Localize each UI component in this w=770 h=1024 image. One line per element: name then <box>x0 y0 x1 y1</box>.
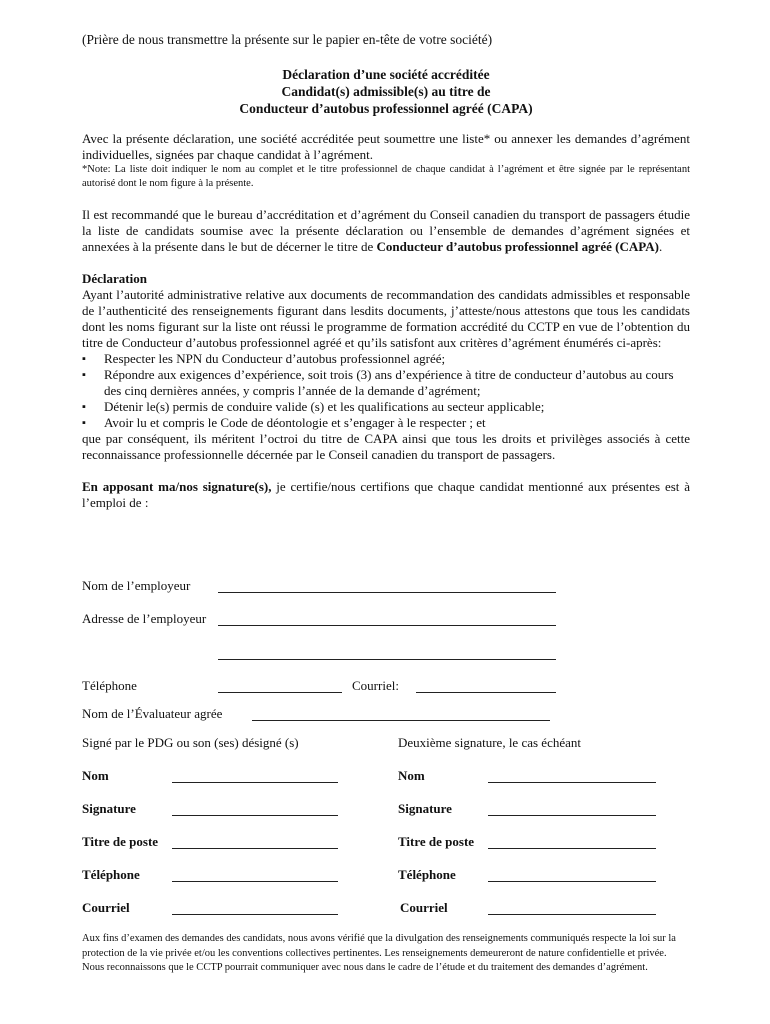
primary-title-field[interactable] <box>172 834 338 849</box>
letterhead-note: (Prière de nous transmettre la présente sur le papier en-tête de votre société) <box>82 32 493 47</box>
primary-signature-label: Signature <box>82 801 136 816</box>
primary-name-label: Nom <box>82 768 109 783</box>
secondary-signature-field[interactable] <box>488 801 656 816</box>
criteria-item: ▪ Avoir lu et compris le Code de déontologie et s’engager à le respecter ; et <box>82 415 690 431</box>
criteria-list <box>82 351 690 431</box>
certification-text: je certifie/nous certifions que chaque candidat mentionné aux présentes est à l’emploi de : <box>82 479 690 510</box>
phone-field[interactable] <box>218 678 342 693</box>
title-line-3: Conducteur d’autobus professionnel agréé (CAPA) <box>239 101 533 116</box>
criteria-item: ▪ Répondre aux exigences d’expérience, soit trois (3) ans d’expérience à titre de conducteur d’autobus au cours des cinq dernières années, y compris l’année de la demande d’agrément; <box>82 367 690 399</box>
phone-email-row <box>82 678 690 696</box>
phone-label: Téléphone <box>82 678 137 693</box>
criteria-item: ▪ Respecter les NPN du Conducteur d’autobus professionnel agréé; <box>82 351 690 367</box>
secondary-phone-label: Téléphone <box>398 867 456 882</box>
evaluator-row <box>82 706 690 724</box>
evaluator-field[interactable] <box>252 706 550 721</box>
recommendation-text: Il est recommandé que le bureau d’accréditation et d’agrément du Conseil canadien du transport de passagers étudie la liste de candidats soumise avec la présente déclaration ou l’ensemble de demandes d’agrément signées et annexées à la présente dans le but de décerner le titre de <box>82 207 690 254</box>
employer-address-field[interactable] <box>218 611 556 626</box>
secondary-email-field[interactable] <box>488 900 656 915</box>
secondary-name-label: Nom <box>398 768 425 783</box>
primary-signature-heading: Signé par le PDG ou son (ses) désigné (s) <box>82 735 299 750</box>
secondary-name-field[interactable] <box>488 768 656 783</box>
recommendation-end: . <box>658 239 663 254</box>
employer-address-row-2 <box>82 645 690 663</box>
primary-name-field[interactable] <box>172 768 338 783</box>
title-line-2: Candidat(s) admissible(s) au titre de <box>281 84 491 99</box>
employer-address-field-2[interactable] <box>218 645 556 660</box>
employer-name-field[interactable] <box>218 578 556 593</box>
primary-signature-field[interactable] <box>172 801 338 816</box>
email-label: Courriel: <box>352 678 399 693</box>
employer-address-label: Adresse de l’employeur <box>82 611 207 626</box>
criteria-item: ▪ Détenir le(s) permis de conduire valide (s) et les qualifications au secteur applicable; <box>82 399 690 415</box>
intro-note: *Note: La liste doit indiquer le nom au complet et le titre professionnel de chaque candidat à l’agrément et être signée par le représentant autorisé dont le nom figure à la présente. <box>82 164 690 189</box>
employer-name-label: Nom de l’employeur <box>82 578 191 593</box>
secondary-phone-field[interactable] <box>488 867 656 882</box>
secondary-signature-label: Signature <box>398 801 452 816</box>
certification-statement <box>82 479 690 511</box>
secondary-title-label: Titre de poste <box>398 834 475 849</box>
declaration-paragraph: Ayant l’autorité administrative relative aux documents de recommandation des candidats admissibles et responsable de l’authenticité des renseignements figurant dans lesdits documents, j’atteste/nous attestons que tous les candidats dont les noms figurant sur la liste ont réussi le programme de formation accrédité du CCTP en vue de l’obtention du titre de Conducteur d’autobus professionnel agréé et qu’ils satisfont aux critères d’agrément énumérés ci-après: <box>82 287 690 350</box>
declaration-heading: Déclaration <box>82 271 147 286</box>
primary-phone-label: Téléphone <box>82 867 140 882</box>
recommendation-paragraph <box>82 207 690 255</box>
primary-email-label: Courriel <box>82 900 130 915</box>
employer-address-row <box>82 611 690 629</box>
employer-name-row <box>82 578 690 596</box>
email-field[interactable] <box>416 678 556 693</box>
intro-paragraph: Avec la présente déclaration, une société accréditée peut soumettre une liste* ou annexer les demandes d’agrément individuelles, signées par chaque candidat à l’agrément. <box>82 131 690 162</box>
declaration-conclusion: que par conséquent, ils méritent l’octroi du titre de CAPA ainsi que tous les droits et privilèges associés à cette reconnaissance professionnelle décernée par le Conseil canadien du transport de passagers. <box>82 431 690 462</box>
evaluator-label: Nom de l’Évaluateur agrée <box>82 706 223 721</box>
document-title <box>82 66 690 117</box>
signature-section <box>82 735 690 945</box>
secondary-signature-heading: Deuxième signature, le cas échéant <box>398 735 581 750</box>
primary-email-field[interactable] <box>172 900 338 915</box>
secondary-email-label: Courriel <box>400 900 448 915</box>
title-line-1: Déclaration d’une société accréditée <box>282 67 490 82</box>
secondary-title-field[interactable] <box>488 834 656 849</box>
document-body <box>82 32 690 511</box>
recommendation-title: Conducteur d’autobus professionnel agréé (CAPA) <box>376 239 659 254</box>
privacy-footer: Aux fins d’examen des demandes des candidats, nous avons vérifié que la divulgation des renseignements communiqués respecte la loi sur la protection de la vie privée et/ou les conventions collectives pertinentes. Les renseignements demeureront de nature confidentielle et privée. Nous reconnaissons que le CCTP pourrait communiquer avec nous dans le cadre de l’étude et du traitement des demandes d’agrément. <box>82 933 676 973</box>
primary-title-label: Titre de poste <box>82 834 159 849</box>
primary-phone-field[interactable] <box>172 867 338 882</box>
certification-bold: En apposant ma/nos signature(s), <box>82 479 272 494</box>
